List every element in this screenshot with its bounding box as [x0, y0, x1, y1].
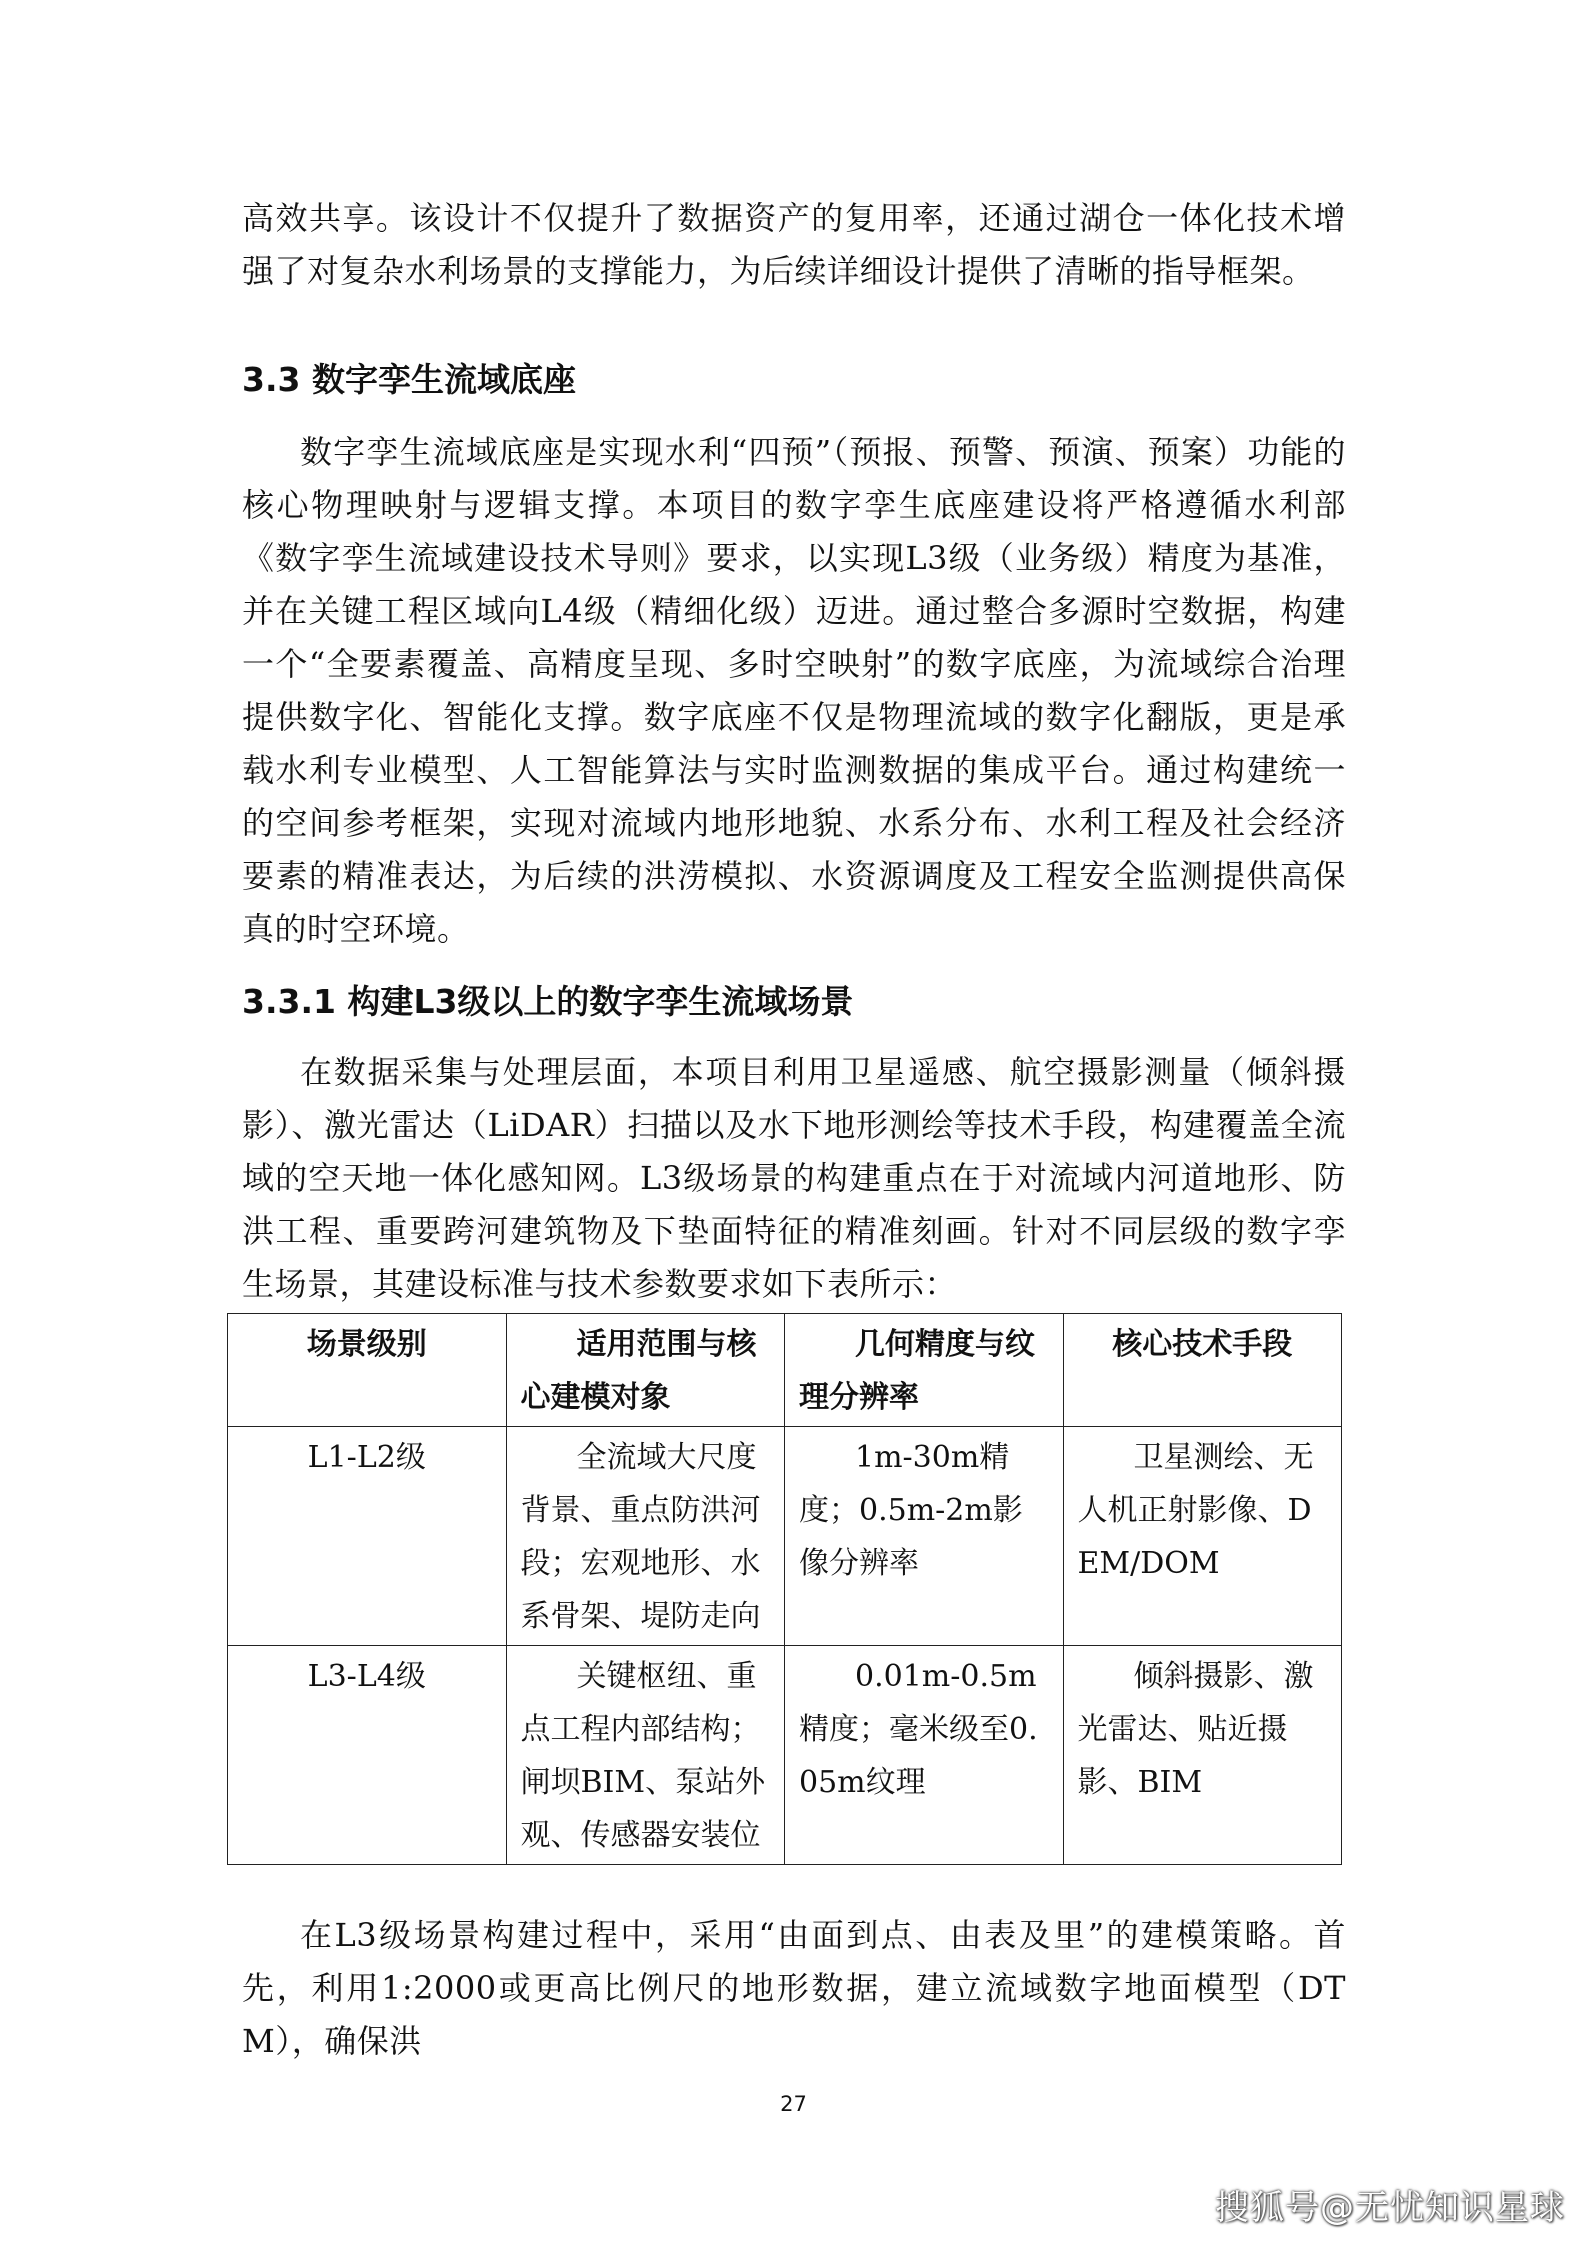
table-cell: 1m-30m精度；0.5m-2m影像分辨率 [785, 1427, 1064, 1646]
subsection-heading: 3.3.1 构建L3级以上的数字孪生流域场景 [242, 982, 854, 1021]
page-number: 27 [780, 2092, 807, 2116]
table-row [228, 1427, 1342, 1646]
table-header-cell: 核心技术手段 [1063, 1314, 1342, 1427]
table-row [228, 1646, 1342, 1865]
table-cell: L1-L2级 [228, 1427, 507, 1646]
watermark-text: 搜狐号@无忧知识星球 [1215, 2188, 1565, 2228]
scene-level-table [227, 1313, 1342, 1865]
closing-paragraph: 在L3级场景构建过程中，采用“由面到点、由表及里”的建模策略。首先，利用1:2000或更高比例尺的地形数据，建立流域数字地面模型（DTM），确保洪 [242, 1916, 1346, 2060]
table-header-cell: 几何精度与纹理分辨率 [785, 1314, 1064, 1427]
intro-paragraph: 高效共享。该设计不仅提升了数据资产的复用率，还通过湖仓一体化技术增强了对复杂水利场景的支撑能力，为后续详细设计提供了清晰的指导框架。 [242, 199, 1346, 290]
table-cell: 全流域大尺度背景、重点防洪河段；宏观地形、水系骨架、堤防走向 [506, 1427, 785, 1646]
section-paragraph: 数字孪生流域底座是实现水利“四预”（预报、预警、预演、预案）功能的核心物理映射与逻辑支撑。本项目的数字孪生底座建设将严格遵循水利部《数字孪生流域建设技术导则》要求，以实现L3级（业务级）精度为基准，并在关键工程区域向L4级（精细化级）迈进。通过整合多源时空数据，构建一个“全要素覆盖、高精度呈现、多时空映射”的数字底座，为流域综合治理提供数字化、智能化支撑。数字底座不仅是物理流域的数字化翻版，更是承载水利专业模型、人工智能算法与实时监测数据的集成平台。通过构建统一的空间参考框架，实现对流域内地形地貌、水系分布、水利工程及社会经济要素的精准表达，为后续的洪涝模拟、水资源调度及工程安全监测提供高保真的时空环境。 [242, 433, 1346, 948]
subsection-paragraph: 在数据采集与处理层面，本项目利用卫星遥感、航空摄影测量（倾斜摄影）、激光雷达（LiDAR）扫描以及水下地形测绘等技术手段，构建覆盖全流域的空天地一体化感知网。L3级场景的构建重点在于对流域内河道地形、防洪工程、重要跨河建筑物及下垫面特征的精准刻画。针对不同层级的数字孪生场景，其建设标准与技术参数要求如下表所示： [242, 1053, 1346, 1303]
section-heading: 3.3 数字孪生流域底座 [242, 360, 576, 399]
table-header-cell: 场景级别 [228, 1314, 507, 1427]
table-cell: 卫星测绘、无人机正射影像、DEM/DOM [1063, 1427, 1342, 1646]
table-cell: 0.01m-0.5m精度；毫米级至0.05m纹理 [785, 1646, 1064, 1865]
table-header-cell: 适用范围与核心建模对象 [506, 1314, 785, 1427]
table-cell: 关键枢纽、重点工程内部结构；闸坝BIM、泵站外观、传感器安装位 [506, 1646, 785, 1865]
page-content [242, 192, 1346, 2068]
table-header-row [228, 1314, 1342, 1427]
table-cell: 倾斜摄影、激光雷达、贴近摄影、BIM [1063, 1646, 1342, 1865]
table-cell: L3-L4级 [228, 1646, 507, 1865]
